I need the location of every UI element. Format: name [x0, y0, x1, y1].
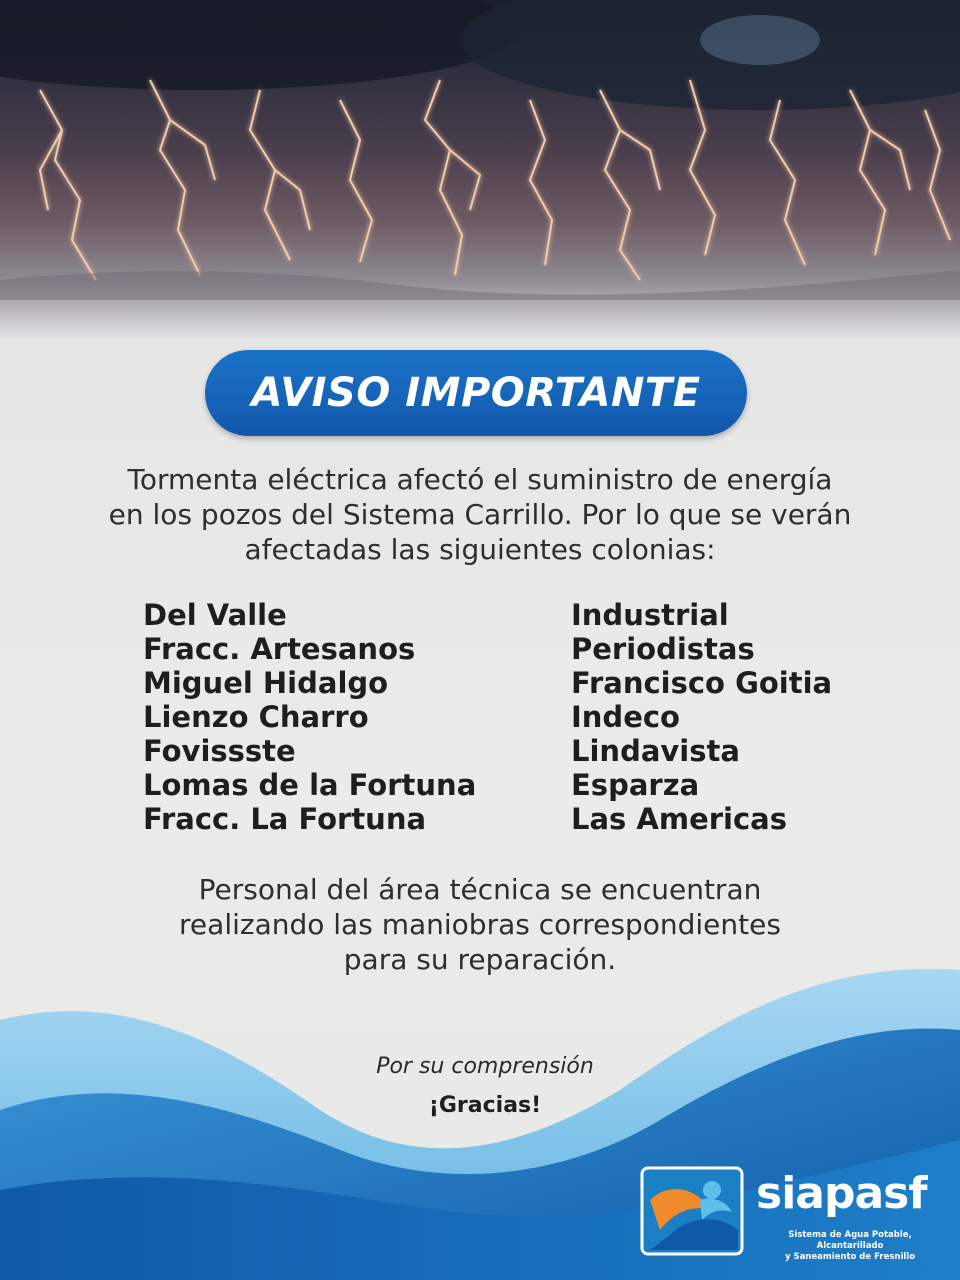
colonia-item: Francisco Goitia [571, 666, 833, 700]
logo-subtitle-line: y Saneamiento de Fresnillo [784, 1252, 916, 1262]
colonias-list-right [571, 598, 832, 836]
colonia-item: Fracc. La Fortuna [143, 802, 427, 836]
colonia-item: Periodistas [571, 632, 755, 666]
closing-line: realizando las maniobras correspondientes [179, 908, 781, 941]
colonia-item: Esparza [571, 768, 700, 802]
closing-line: para su reparación. [343, 943, 617, 976]
lightning-storm-image [0, 0, 960, 340]
intro-line: Tormenta eléctrica afectó el suministro de energía [127, 463, 833, 496]
logo-subtitle-line: Sistema de Agua Potable, Alcantarillado [788, 1230, 912, 1251]
intro-text [40, 462, 920, 567]
colonias-list-left [143, 598, 476, 836]
colonia-item: Del Valle [143, 598, 287, 632]
colonia-item: Miguel Hidalgo [143, 666, 389, 700]
intro-line: en los pozos del Sistema Carrillo. Por lo que se verán [108, 498, 852, 531]
siapasf-logo [640, 1160, 940, 1270]
colonia-item: Lienzo Charro [143, 700, 369, 734]
siapasf-logo-icon [640, 1160, 750, 1260]
logo-subtitle [760, 1230, 940, 1263]
storm-header-image [0, 0, 960, 340]
aviso-banner [205, 350, 747, 436]
colonia-item: Indeco [571, 700, 680, 734]
colonia-item: Lomas de la Fortuna [143, 768, 477, 802]
colonia-item: Fracc. Artesanos [143, 632, 416, 666]
intro-line: afectadas las siguientes colonias: [244, 533, 716, 566]
logo-wordmark: siapasf [756, 1168, 927, 1219]
banner-title: AVISO IMPORTANTE [251, 370, 701, 416]
colonia-item: Industrial [571, 598, 729, 632]
gracias-text: ¡Gracias! [428, 1093, 542, 1118]
colonia-item: Fovissste [143, 734, 296, 768]
colonia-item: Las Americas [571, 802, 787, 836]
closing-line: Personal del área técnica se encuentran [198, 873, 762, 906]
colonia-item: Lindavista [571, 734, 740, 768]
thanks-line: Por su comprensión [376, 1054, 594, 1079]
